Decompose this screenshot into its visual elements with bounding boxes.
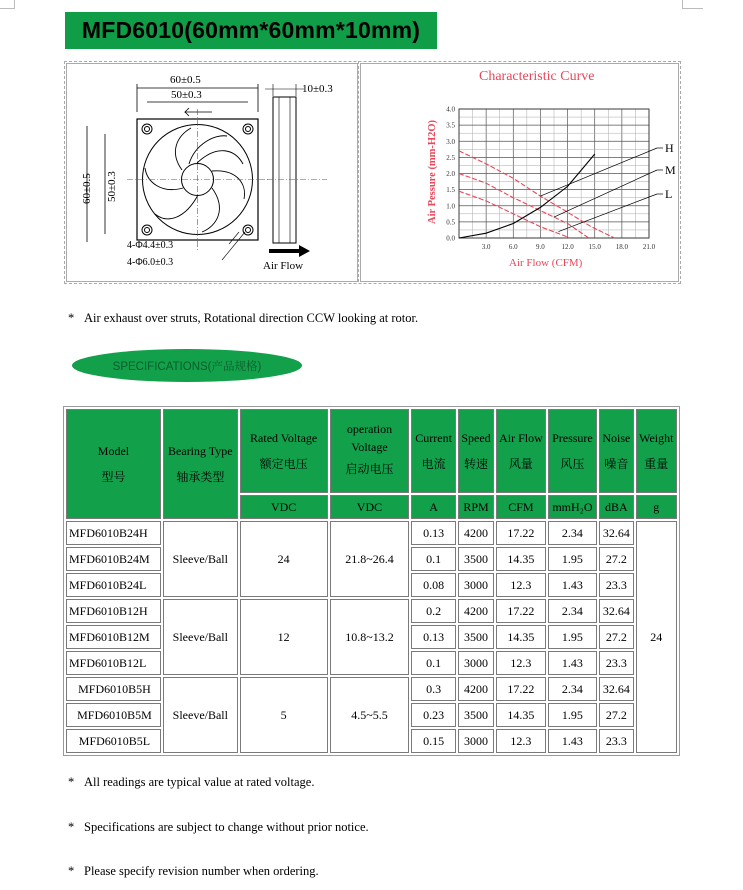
table-header-row (66, 409, 677, 493)
specifications-label: SPECIFICATIONS(产品规格) (112, 360, 262, 373)
pressure-cell: 1.95 (548, 625, 598, 649)
y-tick-label: 2.5 (446, 153, 455, 162)
header-operation-voltage: operation Voltage 启动电压 (330, 409, 410, 493)
corner-mark (0, 0, 15, 9)
airflow-cell: 17.22 (496, 521, 546, 545)
pressure-cell: 1.43 (548, 651, 598, 675)
y-tick-label: 4.0 (446, 105, 455, 114)
y-tick-label: 3.5 (446, 121, 455, 130)
operation-voltage-cell: 4.5~5.5 (330, 677, 410, 753)
speed-cell: 4200 (458, 599, 494, 623)
dim-outer-vertical: 60±0.5 (81, 173, 93, 204)
note-text: All readings are typical value at rated voltage. (84, 775, 315, 789)
operation-voltage-cell: 10.8~13.2 (330, 599, 410, 675)
current-cell: 0.13 (411, 521, 455, 545)
speed-cell: 3500 (458, 625, 494, 649)
y-tick-label: 1.0 (446, 202, 455, 211)
chart-title: Characteristic Curve (479, 69, 595, 84)
series-label-M: M (665, 163, 676, 177)
header-airflow: Air Flow 风量 (496, 409, 546, 493)
rated-voltage-cell: 24 (240, 521, 328, 597)
airflow-cell: 14.35 (496, 625, 546, 649)
y-tick-label: 1.5 (446, 186, 455, 195)
model-cell: MFD6010B24H (66, 521, 161, 545)
current-cell: 0.1 (411, 547, 455, 571)
speed-cell: 3000 (458, 729, 494, 753)
x-tick-label: 6.0 (508, 243, 518, 251)
note-change (68, 820, 369, 835)
table-row (66, 521, 677, 545)
unit-cell: RPM (458, 495, 494, 519)
speed-cell: 3500 (458, 547, 494, 571)
pressure-cell: 2.34 (548, 677, 598, 701)
header-pressure: Pressure 风压 (548, 409, 598, 493)
pressure-cell: 2.34 (548, 521, 598, 545)
pressure-cell: 1.43 (548, 729, 598, 753)
series-leader-line (554, 170, 657, 217)
unit-cell: CFM (496, 495, 546, 519)
series-label-L: L (665, 187, 673, 201)
note-text: Specifications are subject to change without prior notice. (84, 820, 369, 834)
header-bearing: Bearing Type 轴承类型 (163, 409, 238, 519)
model-cell: MFD6010B12L (66, 651, 161, 675)
series-leader-line (540, 148, 657, 196)
header-rated-voltage: Rated Voltage 额定电压 (240, 409, 328, 493)
noise-cell: 32.64 (599, 599, 633, 623)
figure-divider (358, 61, 359, 282)
model-cell: MFD6010B12H (66, 599, 161, 623)
x-tick-label: 12.0 (561, 243, 574, 251)
hole-large-label: 4-Φ6.0±0.3 (127, 257, 174, 268)
specifications-table (63, 406, 680, 756)
fan-side-view (273, 97, 296, 243)
speed-cell: 4200 (458, 677, 494, 701)
corner-mark (682, 0, 703, 9)
weight-cell: 24 (636, 521, 677, 753)
current-cell: 0.15 (411, 729, 455, 753)
characteristic-curve-chart (361, 64, 678, 281)
speed-cell: 4200 (458, 521, 494, 545)
noise-cell: 27.2 (599, 547, 633, 571)
airflow-cell: 14.35 (496, 703, 546, 727)
y-tick-label: 0.0 (446, 234, 455, 243)
y-tick-label: 0.5 (446, 218, 455, 227)
speed-cell: 3500 (458, 703, 494, 727)
y-tick-label: 2.0 (446, 170, 455, 178)
noise-cell: 27.2 (599, 703, 633, 727)
note-bullet: * (68, 820, 75, 834)
unit-cell: VDC (240, 495, 328, 519)
note-revision (68, 864, 319, 879)
rated-voltage-cell: 12 (240, 599, 328, 675)
airflow-cell: 12.3 (496, 651, 546, 675)
fan-dimension-drawing (67, 64, 357, 281)
series-label-H: H (665, 141, 674, 155)
specifications-badge (72, 349, 302, 382)
unit-cell: A (411, 495, 455, 519)
noise-cell: 23.3 (599, 573, 633, 597)
hole-small-label: 4-Φ4.4±0.3 (127, 240, 174, 251)
x-tick-label: 3.0 (481, 243, 491, 251)
header-current: Current 电流 (411, 409, 455, 493)
noise-cell: 23.3 (599, 651, 633, 675)
dim-inner-label: 50±0.3 (171, 89, 202, 101)
model-cell: MFD6010B5L (66, 729, 161, 753)
airflow-cell: 12.3 (496, 729, 546, 753)
model-cell: MFD6010B5H (66, 677, 161, 701)
unit-cell: g (636, 495, 677, 519)
noise-cell: 23.3 (599, 729, 633, 753)
model-cell: MFD6010B24M (66, 547, 161, 571)
note-text: Air exhaust over struts, Rotational direction CCW looking at rotor. (84, 311, 419, 325)
note-bullet: * (68, 864, 75, 878)
characteristic-curve-panel (360, 63, 679, 282)
noise-cell: 32.64 (599, 521, 633, 545)
fan-blades (145, 128, 245, 232)
series-leader-line (559, 194, 657, 232)
header-noise: Noise 噪音 (599, 409, 633, 493)
current-cell: 0.23 (411, 703, 455, 727)
note-bullet: * (68, 775, 75, 789)
bearing-cell: Sleeve/Ball (163, 677, 238, 753)
operation-voltage-cell: 21.8~26.4 (330, 521, 410, 597)
table-row (66, 677, 677, 701)
noise-cell: 32.64 (599, 677, 633, 701)
current-cell: 0.3 (411, 677, 455, 701)
model-cell: MFD6010B12M (66, 625, 161, 649)
bearing-cell: Sleeve/Ball (163, 521, 238, 597)
bearing-cell: Sleeve/Ball (163, 599, 238, 675)
unit-cell: VDC (330, 495, 410, 519)
airflow-cell: 14.35 (496, 547, 546, 571)
pressure-cell: 1.43 (548, 573, 598, 597)
series-line-L (459, 191, 570, 238)
product-title: MFD6010(60mm*60mm*10mm) (81, 17, 421, 43)
header-model: Model 型号 (66, 409, 161, 519)
note-text: Please specify revision number when ordering. (84, 864, 319, 878)
airflow-arrow-icon (269, 245, 310, 257)
rated-voltage-cell: 5 (240, 677, 328, 753)
current-cell: 0.1 (411, 651, 455, 675)
x-tick-label: 21.0 (642, 243, 656, 251)
dim-inner-vertical: 50±0.3 (106, 171, 118, 202)
header-speed: Speed 转速 (458, 409, 494, 493)
speed-cell: 3000 (458, 651, 494, 675)
x-tick-label: 9.0 (536, 243, 545, 251)
x-tick-label: 15.0 (588, 243, 601, 251)
noise-cell: 27.2 (599, 625, 633, 649)
note-bullet: * (68, 311, 75, 325)
pressure-cell: 1.95 (548, 703, 598, 727)
note-exhaust (68, 311, 418, 326)
airflow-cell: 12.3 (496, 573, 546, 597)
model-cell: MFD6010B24L (66, 573, 161, 597)
chart-ticks (446, 106, 655, 252)
current-cell: 0.2 (411, 599, 455, 623)
note-readings (68, 775, 314, 790)
unit-cell: mmH₂O (548, 495, 598, 519)
speed-cell: 3000 (458, 573, 494, 597)
airflow-cell: 17.22 (496, 599, 546, 623)
table-row (66, 599, 677, 623)
chart-y-label: Air Pessure (mm-H2O) (427, 119, 438, 224)
x-tick-label: 18.0 (615, 243, 628, 251)
current-cell: 0.08 (411, 573, 455, 597)
airflow-label: Air Flow (263, 260, 304, 272)
dim-thickness-label: 10±0.3 (302, 83, 333, 95)
model-cell: MFD6010B5M (66, 703, 161, 727)
unit-cell: dBA (599, 495, 633, 519)
y-tick-label: 3.0 (446, 137, 455, 146)
header-weight: Weight 重量 (636, 409, 677, 493)
chart-grid (459, 109, 649, 238)
airflow-cell: 17.22 (496, 677, 546, 701)
dim-outer-label: 60±0.5 (170, 74, 201, 86)
product-title-banner (65, 12, 437, 49)
pressure-cell: 1.95 (548, 547, 598, 571)
pressure-cell: 2.34 (548, 599, 598, 623)
dimension-drawing-panel (66, 63, 358, 282)
chart-x-label: Air Flow (CFM) (509, 257, 583, 269)
current-cell: 0.13 (411, 625, 455, 649)
rotation-arrow-icon (185, 108, 212, 116)
